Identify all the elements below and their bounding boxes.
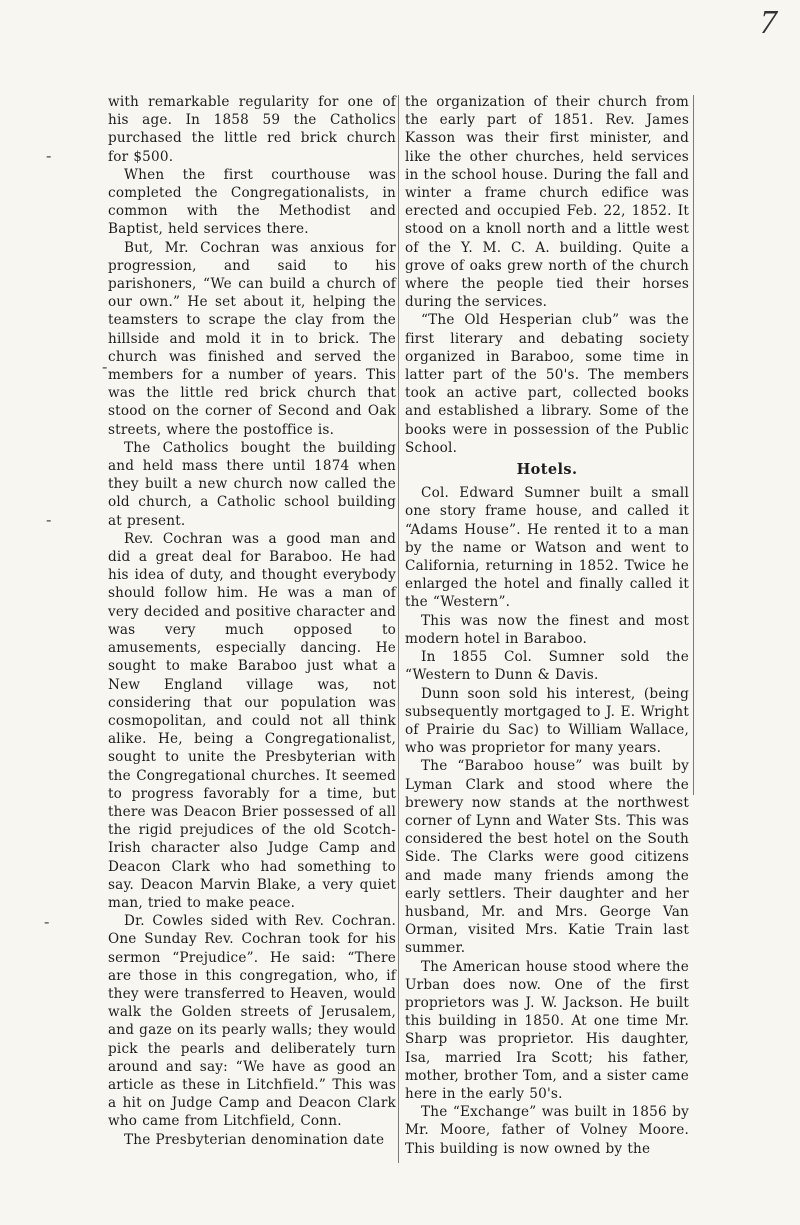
paragraph: The American house stood where the Urban does now. One of the first proprietors was J. W. Jackson. He built this building in 1850. At one time Mr. Sharp was proprietor. His daughter, Isa, married Ira Scott; his father, mother, brother Tom, and a sister came here in the early 50's.	[405, 958, 689, 1102]
margin-mark: -	[44, 912, 50, 931]
paragraph: “The Old Hesperian club” was the first literary and debating society organized in Baraboo, some time in latter part of the 50's. The members took an active part, collected books and established a library. Some of the books were in possession of the Public School.	[405, 312, 689, 456]
paragraph: In 1855 Col. Sumner sold the “Western to Dunn & Davis.	[405, 649, 689, 684]
paragraph: The “Baraboo house” was built by Lyman Clark and stood where the brewery now stands at the northwest corner of Lynn and Water Sts. This was considered the best hotel on the South Side. The Clarks were good citizens and made many friends among the early settlers. Their daughter and her husband, Mr. and Mrs. George Van Orman, visited Mrs. Katie Train last summer.	[405, 758, 689, 957]
margin-mark: -	[102, 357, 108, 376]
page-number: 7	[760, 4, 777, 41]
paragraph: Rev. Cochran was a good man and did a great deal for Baraboo. He had his idea of duty, and thought everybody should follow him. He was a man of very decided and positive character and was very much opposed to amusements, especially dancing. He sought to make Baraboo just what a New England village was, not considering that our population was cosmopolitan, and could not all think alike. He, being a Congregationalist, sought to unite the Presbyterian with the Congregational churches. It seemed to progress favorably for a time, but there was Deacon Brier possessed of all the rigid prejudices of the old Scotch-Irish character also Judge Camp and Deacon Clark who had something to say. Deacon Marvin Blake, a very quiet man, tried to make peace.	[108, 530, 396, 911]
paragraph: Dr. Cowles sided with Rev. Cochran. One Sunday Rev. Cochran took for his sermon “Prejudice”. He said: “There are those in this congregation, who, if they were transferred to Heaven, would walk the Golden streets of Jerusalem, and gaze on its pearly walls; they would pick the pearls and deliberately turn around and say: “We have as good an article as these in Litchfield.” This was a hit on Judge Camp and Deacon Clark who came from Litchfield, Conn.	[108, 913, 396, 1130]
right-column	[405, 93, 689, 1158]
column-rule	[398, 95, 399, 1163]
paragraph: Col. Edward Sumner built a small one story frame house, and called it “Adams House”. He rented it to a man by the name or Watson and went to California, returning in 1852. Twice he enlarged the hotel and finally called it the “Western”.	[405, 485, 689, 611]
paragraph: But, Mr. Cochran was anxious for progression, and said to his parishoners, “We can build a church of our own.” He set about it, helping the teamsters to scrape the clay from the hillside and mold it in to brick. The church was finished and served the members for a number of years. This was the little red brick church that stood on the corner of Second and Oak streets, where the postoffice is.	[108, 239, 396, 438]
paragraph: Dunn soon sold his interest, (being subsequently mortgaged to J. E. Wright of Prairie du Sac) to William Wallace, who was proprietor for many years.	[405, 685, 689, 757]
paragraph: The Catholics bought the building and held mass there until 1874 when they built a new church now called the old church, a Catholic school building at present.	[108, 439, 396, 529]
margin-mark: -	[46, 146, 52, 165]
paragraph: This was now the finest and most modern hotel in Baraboo.	[405, 612, 689, 647]
margin-mark: -	[46, 510, 52, 529]
section-heading: Hotels.	[516, 461, 578, 479]
paragraph: The “Exchange” was built in 1856 by Mr. Moore, father of Volney Moore. This building is now owned by the	[405, 1104, 689, 1157]
left-column	[108, 93, 396, 1149]
column-rule	[693, 95, 694, 795]
paragraph: with remarkable regularity for one of his age. In 1858 59 the Catholics purchased the little red brick church for $500.	[108, 94, 396, 165]
paragraph: the organization of their church from the early part of 1851. Rev. James Kasson was their first minister, and like the other churches, held services in the school house. During the fall and winter a frame church edifice was erected and occupied Feb. 22, 1852. It stood on a knoll north and a little west of the Y. M. C. A. building. Quite a grove of oaks grew north of the church where the people tied their horses during the services.	[405, 94, 689, 311]
paragraph: When the first courthouse was completed the Congregationalists, in common with the Methodist and Baptist, held services there.	[108, 166, 396, 238]
paragraph: The Presbyterian denomination date	[124, 1131, 385, 1148]
